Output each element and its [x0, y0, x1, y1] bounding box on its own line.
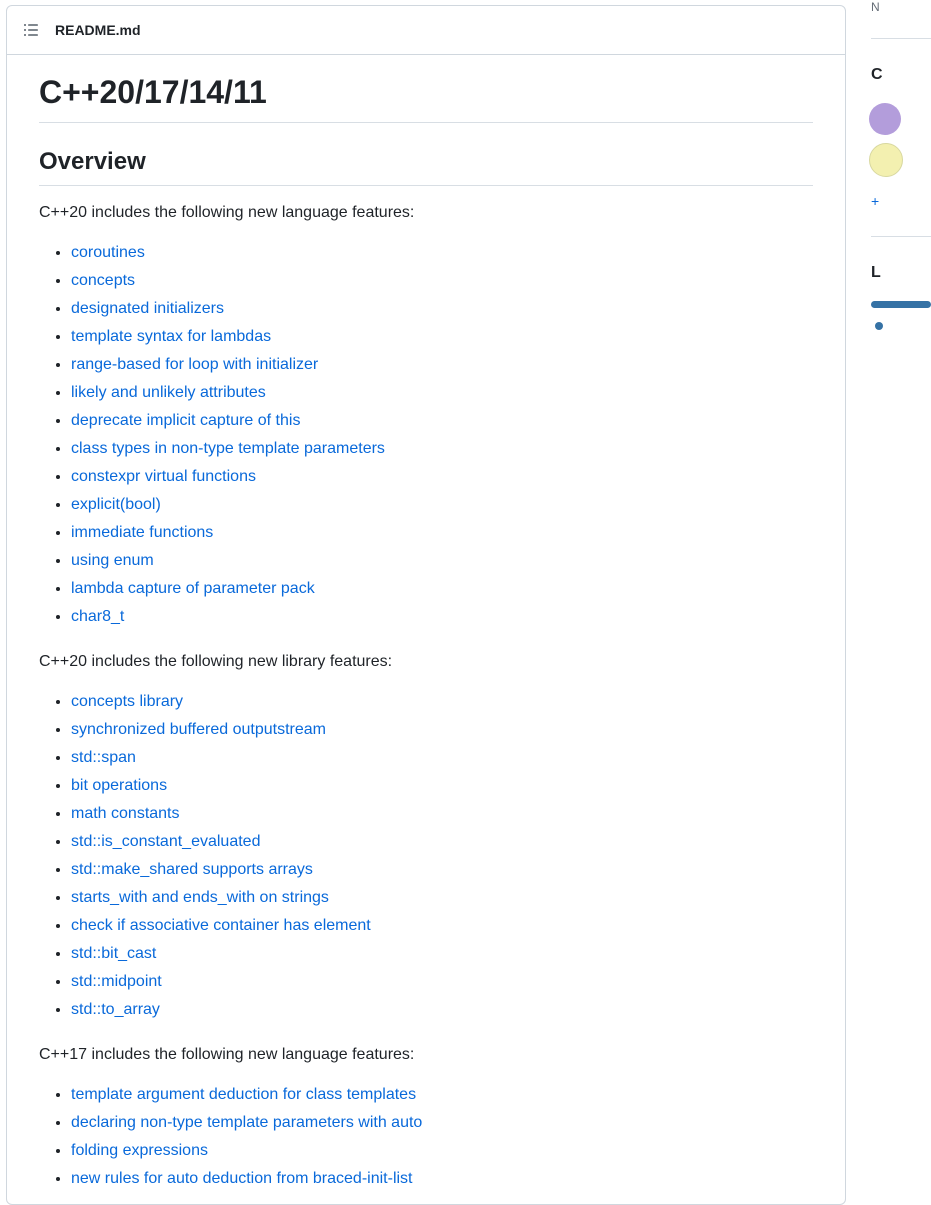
- sidebar-divider: [871, 236, 931, 237]
- more-contributors-link[interactable]: +: [871, 193, 880, 209]
- feature-link[interactable]: std::make_shared supports arrays: [71, 861, 313, 878]
- list-item: [71, 1169, 813, 1197]
- contributor-avatar[interactable]: [869, 143, 903, 177]
- list-item: [71, 1000, 813, 1028]
- list-item: [71, 271, 813, 299]
- list-item: [71, 776, 813, 804]
- list-item: [71, 888, 813, 916]
- overview-heading: Overview: [39, 147, 813, 186]
- feature-link[interactable]: lambda capture of parameter pack: [71, 580, 315, 597]
- language-dot: [875, 322, 883, 330]
- feature-link[interactable]: bit operations: [71, 777, 168, 794]
- list-item: [71, 860, 813, 888]
- section-intro: C++17 includes the following new language features:: [39, 1046, 415, 1063]
- list-item: [71, 579, 813, 607]
- feature-link[interactable]: range-based for loop with initializer: [71, 356, 319, 373]
- list-item: [71, 1085, 813, 1113]
- feature-list: [39, 692, 813, 1028]
- feature-link[interactable]: check if associative container has element: [71, 917, 371, 934]
- contributor-avatar[interactable]: [869, 103, 901, 135]
- feature-link[interactable]: starts_with and ends_with on strings: [71, 889, 329, 906]
- feature-link[interactable]: deprecate implicit capture of this: [71, 412, 301, 429]
- feature-link[interactable]: immediate functions: [71, 524, 214, 541]
- list-item: [71, 551, 813, 579]
- feature-link[interactable]: std::bit_cast: [71, 945, 157, 962]
- list-item: [71, 355, 813, 383]
- right-sidebar: [871, 0, 931, 1170]
- section-intro: C++20 includes the following new language features:: [39, 204, 415, 221]
- feature-link[interactable]: coroutines: [71, 244, 145, 261]
- feature-link[interactable]: std::midpoint: [71, 973, 162, 990]
- readme-header: [7, 6, 845, 55]
- feature-link[interactable]: std::is_constant_evaluated: [71, 833, 261, 850]
- feature-link[interactable]: designated initializers: [71, 300, 224, 317]
- list-item: [71, 748, 813, 776]
- feature-link[interactable]: synchronized buffered outputstream: [71, 721, 326, 738]
- feature-link[interactable]: declaring non-type template parameters with auto: [71, 1114, 423, 1131]
- feature-link[interactable]: math constants: [71, 805, 180, 822]
- list-item: [71, 916, 813, 944]
- feature-link[interactable]: std::to_array: [71, 1001, 160, 1018]
- feature-link[interactable]: likely and unlikely attributes: [71, 384, 266, 401]
- list-item: [71, 972, 813, 1000]
- list-item: [71, 467, 813, 495]
- list-item: [71, 411, 813, 439]
- feature-link[interactable]: explicit(bool): [71, 496, 161, 513]
- feature-link[interactable]: std::span: [71, 749, 136, 766]
- language-bar: [871, 301, 931, 308]
- sidebar-top-text: N: [871, 0, 880, 14]
- feature-link[interactable]: template syntax for lambdas: [71, 328, 272, 345]
- feature-link[interactable]: concepts: [71, 272, 136, 289]
- feature-link[interactable]: class types in non-type template parameters: [71, 440, 385, 457]
- sidebar-divider: [871, 38, 931, 39]
- languages-heading: L: [871, 264, 881, 281]
- feature-link[interactable]: concepts library: [71, 693, 184, 710]
- readme-container: [6, 5, 846, 1205]
- list-item: [71, 439, 813, 467]
- list-item: [71, 692, 813, 720]
- feature-link[interactable]: constexpr virtual functions: [71, 468, 256, 485]
- file-name[interactable]: README.md: [55, 22, 141, 38]
- list-item: [71, 832, 813, 860]
- feature-link[interactable]: folding expressions: [71, 1142, 208, 1159]
- contributors-heading: C: [871, 66, 883, 83]
- feature-list: [39, 1085, 813, 1197]
- section-intro: C++20 includes the following new library features:: [39, 653, 393, 670]
- list-item: [71, 804, 813, 832]
- list-item: [71, 944, 813, 972]
- feature-list: [39, 243, 813, 635]
- list-item: [71, 495, 813, 523]
- feature-link[interactable]: char8_t: [71, 608, 125, 625]
- list-item: [71, 720, 813, 748]
- feature-link[interactable]: using enum: [71, 552, 154, 569]
- list-item: [71, 1113, 813, 1141]
- readme-body: [7, 72, 845, 1197]
- page-title: C++20/17/14/11: [39, 72, 813, 123]
- list-item: [71, 607, 813, 635]
- list-item: [71, 243, 813, 271]
- list-item: [71, 327, 813, 355]
- list-item: [71, 1141, 813, 1169]
- list-item: [71, 299, 813, 327]
- list-unordered-icon[interactable]: [23, 22, 39, 38]
- list-item: [71, 523, 813, 551]
- feature-link[interactable]: template argument deduction for class templates: [71, 1086, 417, 1103]
- feature-link[interactable]: new rules for auto deduction from braced-init-list: [71, 1170, 413, 1187]
- list-item: [71, 383, 813, 411]
